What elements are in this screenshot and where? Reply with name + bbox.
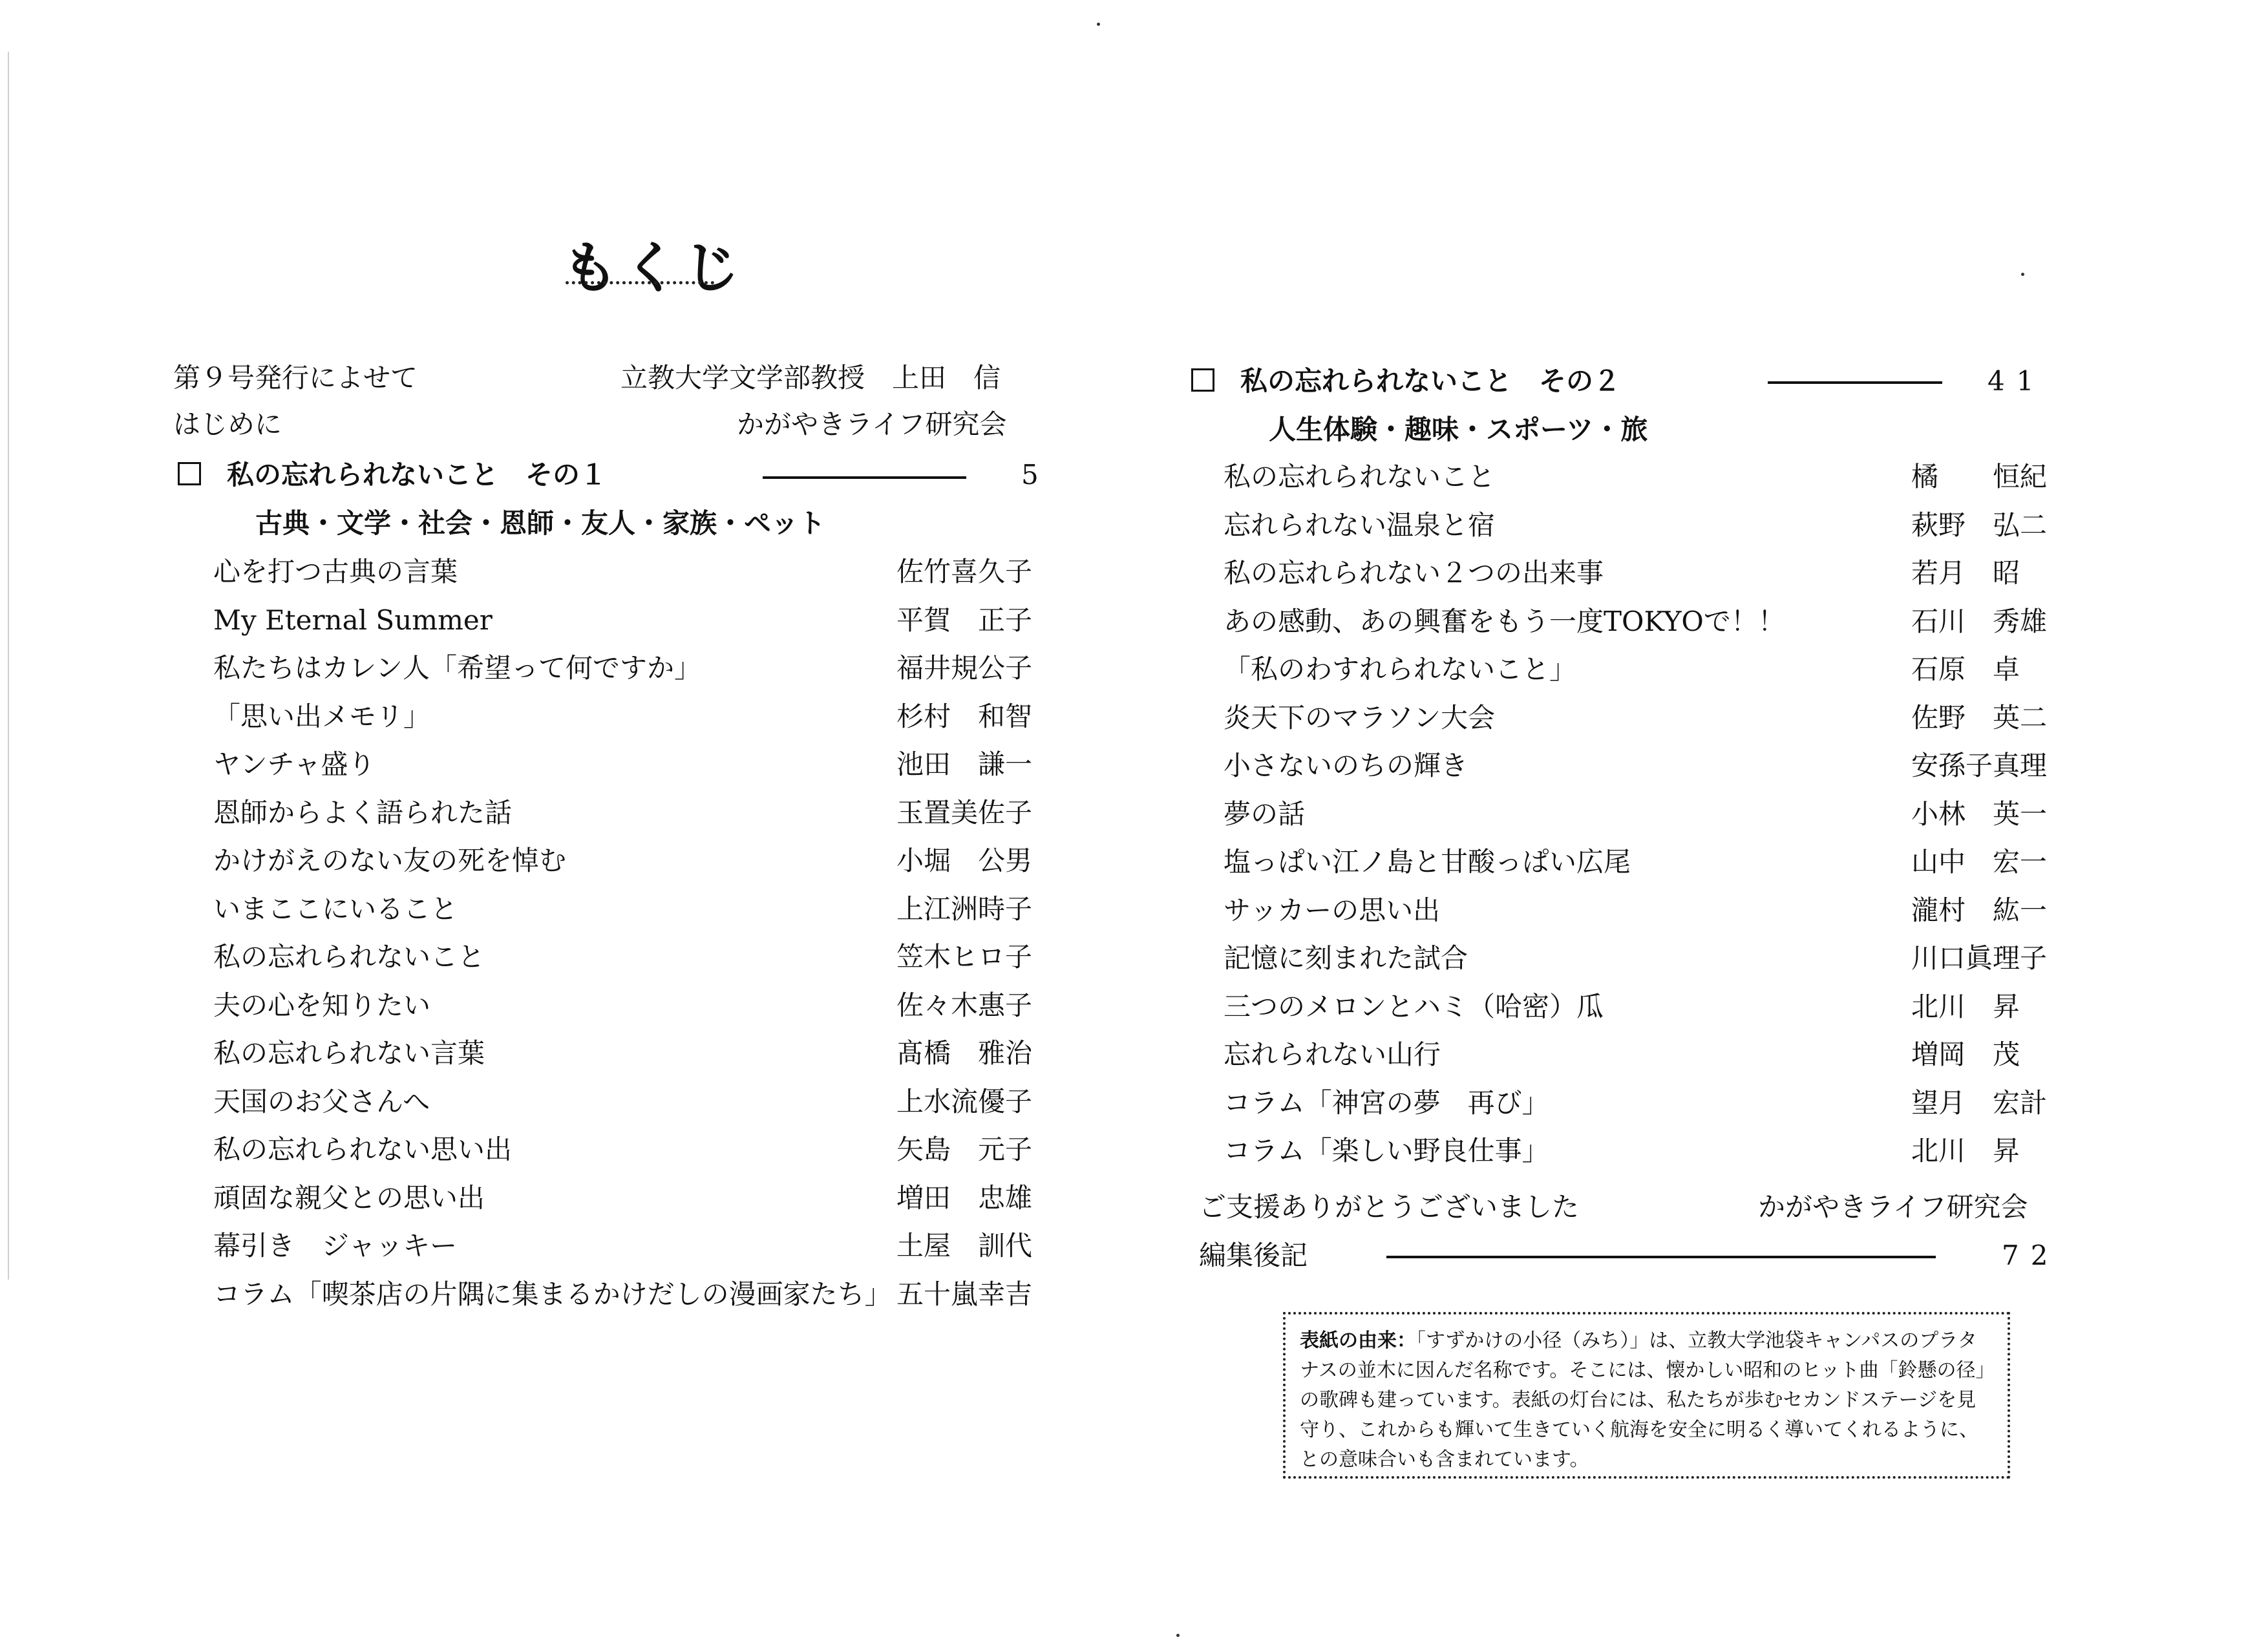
toc-entry-author: 土屋 訓代 [896, 1230, 1033, 1262]
toc-entry-title: 私の忘れられないこと [1224, 461, 1496, 492]
toc-entry-title: 私の忘れられない言葉 [213, 1037, 485, 1069]
toc-entry-author: 佐々木惠子 [896, 989, 1033, 1021]
toc-entry-title: あの感動、あの興奮をもう一度TOKYOで！！ [1224, 605, 1785, 637]
toc-entry-author: 上水流優子 [896, 1085, 1033, 1117]
toc-entry-author: 佐竹喜久子 [896, 556, 1033, 587]
toc-entry-author: 石原 卓 [1911, 653, 2020, 685]
toc-entry-author: 増岡 茂 [1911, 1039, 2020, 1070]
toc-entry-title: 私の忘れられないこと [213, 941, 485, 973]
toc-entry-author: 橘 恒紀 [1911, 461, 2048, 492]
section2-heading [1191, 365, 1620, 397]
speck [1097, 23, 1100, 26]
toc-entry-author: 萩野 弘二 [1911, 509, 2048, 541]
page-edge [8, 52, 9, 1280]
toc-entry-author: 山中 宏一 [1911, 846, 2048, 878]
toc-entry-title: 忘れられない温泉と宿 [1224, 509, 1496, 541]
toc-entry-author: 北川 昇 [1911, 1135, 2020, 1167]
toc-entry-title: 頑固な親父との思い出 [213, 1181, 485, 1214]
toc-entry-title: 心を打つ古典の言葉 [213, 556, 458, 587]
toc-entry-author: 望月 宏計 [1911, 1086, 2048, 1119]
toc-entry-title: ヤンチャ盛り [213, 748, 376, 780]
toc-entry-title: 「思い出メモリ」 [213, 700, 431, 732]
toc-entry-title: 私の忘れられない２つの出来事 [1224, 557, 1604, 589]
toc-entry-title: サッカーの思い出 [1224, 894, 1441, 926]
toc-entry-title: コラム「楽しい野良仕事」 [1224, 1135, 1549, 1167]
toc-entry-title: 天国のお父さんへ [213, 1085, 430, 1117]
closing-title: ご支援ありがとうございました [1199, 1191, 1580, 1223]
toc-entry-title: My Eternal Summer [213, 604, 493, 636]
toc-entry-title: 恩師からよく語られた話 [213, 796, 513, 829]
intro-author: 立教大学文学部教授 上田 信 [620, 362, 1001, 394]
section1-page: 5 [1021, 459, 1050, 491]
leader-line [1386, 1256, 1936, 1258]
toc-entry-author: 髙橋 雅治 [896, 1037, 1033, 1069]
toc-entry-author: 川口眞理子 [1911, 942, 2048, 974]
closing-author: かがやきライフ研究会 [1758, 1191, 2028, 1223]
section2-page: 41 [1987, 365, 2046, 397]
toc-entry-title: 夫の心を知りたい [213, 989, 431, 1021]
toc-entry-author: 北川 昇 [1911, 990, 2020, 1022]
checkbox-icon [1191, 368, 1214, 392]
toc-entry-author: 池田 謙一 [896, 748, 1033, 780]
checkbox-icon [178, 462, 201, 485]
intro-title: 第９号発行によせて [173, 362, 418, 394]
toc-entry-author: 五十嵐幸吉 [896, 1278, 1033, 1310]
speck [1176, 1634, 1180, 1637]
section1-heading-text: 私の忘れられないこと その１ [227, 459, 608, 491]
speck [2021, 273, 2024, 276]
toc-entry-author: 石川 秀雄 [1911, 605, 2048, 637]
toc-entry-title: 私の忘れられない思い出 [213, 1134, 513, 1165]
toc-entry-author: 玉置美佐子 [896, 796, 1033, 829]
cover-note [1283, 1312, 2010, 1479]
toc-entry-title: 塩っぱい江ノ島と甘酸っぱい広尾 [1224, 846, 1631, 878]
toc-entry-title: 小さないのちの輝き [1224, 750, 1468, 781]
toc-entry-title: 「私のわすれられないこと」 [1224, 653, 1577, 685]
leader-line [1768, 381, 1942, 384]
intro-author: かがやきライフ研究会 [737, 408, 1007, 440]
toc-entry-author: 平賀 正子 [896, 604, 1033, 636]
toc-entry-title: コラム「神宮の夢 再び」 [1224, 1086, 1549, 1119]
toc-entry-title: かけがえのない友の死を悼む [213, 845, 567, 876]
toc-entry-title: 炎天下のマラソン大会 [1224, 701, 1496, 734]
toc-entry-title: 記憶に刻まれた試合 [1224, 942, 1468, 974]
toc-entry-title: 三つのメロンとハミ（哈密）瓜 [1224, 990, 1604, 1022]
closing-page: 72 [2002, 1240, 2060, 1271]
intro-title: はじめに [173, 408, 282, 440]
toc-entry-title: 幕引き ジャッキー [213, 1230, 458, 1262]
note-text: 「すずかけの小径（みち）」は、立教大学池袋キャンパスのプラタナスの並木に因んだ名称です。そこには、懐かしい昭和のヒット曲「鈴懸の径」の歌碑も建っています。表紙の灯台には、私たちが歩むセカンドステージを見守り、これからも輝いて生きていく航海を安全に明るく導いてくれるように、との意味合いも含まれています。 [1300, 1329, 1986, 1471]
section2-heading-text: 私の忘れられないこと その２ [1240, 365, 1621, 397]
section1-heading [178, 459, 607, 491]
toc-entry-author: 杉村 和智 [896, 700, 1033, 732]
note-label: 表紙の由来： [1300, 1329, 1416, 1352]
toc-entry-author: 小堀 公男 [896, 845, 1033, 876]
closing-title: 編集後記 [1199, 1240, 1308, 1271]
toc-entry-author: 増田 忠雄 [896, 1181, 1033, 1214]
toc-entry-title: 夢の話 [1224, 798, 1306, 830]
toc-entry-author: 矢島 元子 [896, 1134, 1033, 1165]
toc-entry-author: 上江洲時子 [896, 893, 1033, 925]
title-underline [566, 281, 714, 284]
leader-line [763, 476, 966, 479]
toc-entry-title: いまここにいること [213, 893, 458, 925]
toc-entry-author: 安孫子真理 [1911, 750, 2048, 781]
section1-subheading: 古典・文学・社会・恩師・友人・家族・ペット [255, 507, 826, 539]
toc-entry-author: 瀧村 紘一 [1911, 894, 2048, 926]
toc-entry-author: 小林 英一 [1911, 798, 2048, 830]
toc-entry-author: 笠木ヒロ子 [896, 941, 1033, 973]
toc-entry-author: 福井規公子 [896, 652, 1033, 684]
toc-entry-title: コラム「喫茶店の片隅に集まるかけだしの漫画家たち」 [213, 1278, 892, 1310]
section2-subheading: 人生体験・趣味・スポーツ・旅 [1269, 414, 1648, 445]
toc-entry-title: 忘れられない山行 [1224, 1039, 1441, 1070]
toc-entry-author: 佐野 英二 [1911, 701, 2048, 734]
page-title: もくじ [562, 236, 745, 301]
toc-entry-title: 私たちはカレン人「希望って何ですか」 [213, 652, 701, 684]
toc-entry-author: 若月 昭 [1911, 557, 2020, 589]
